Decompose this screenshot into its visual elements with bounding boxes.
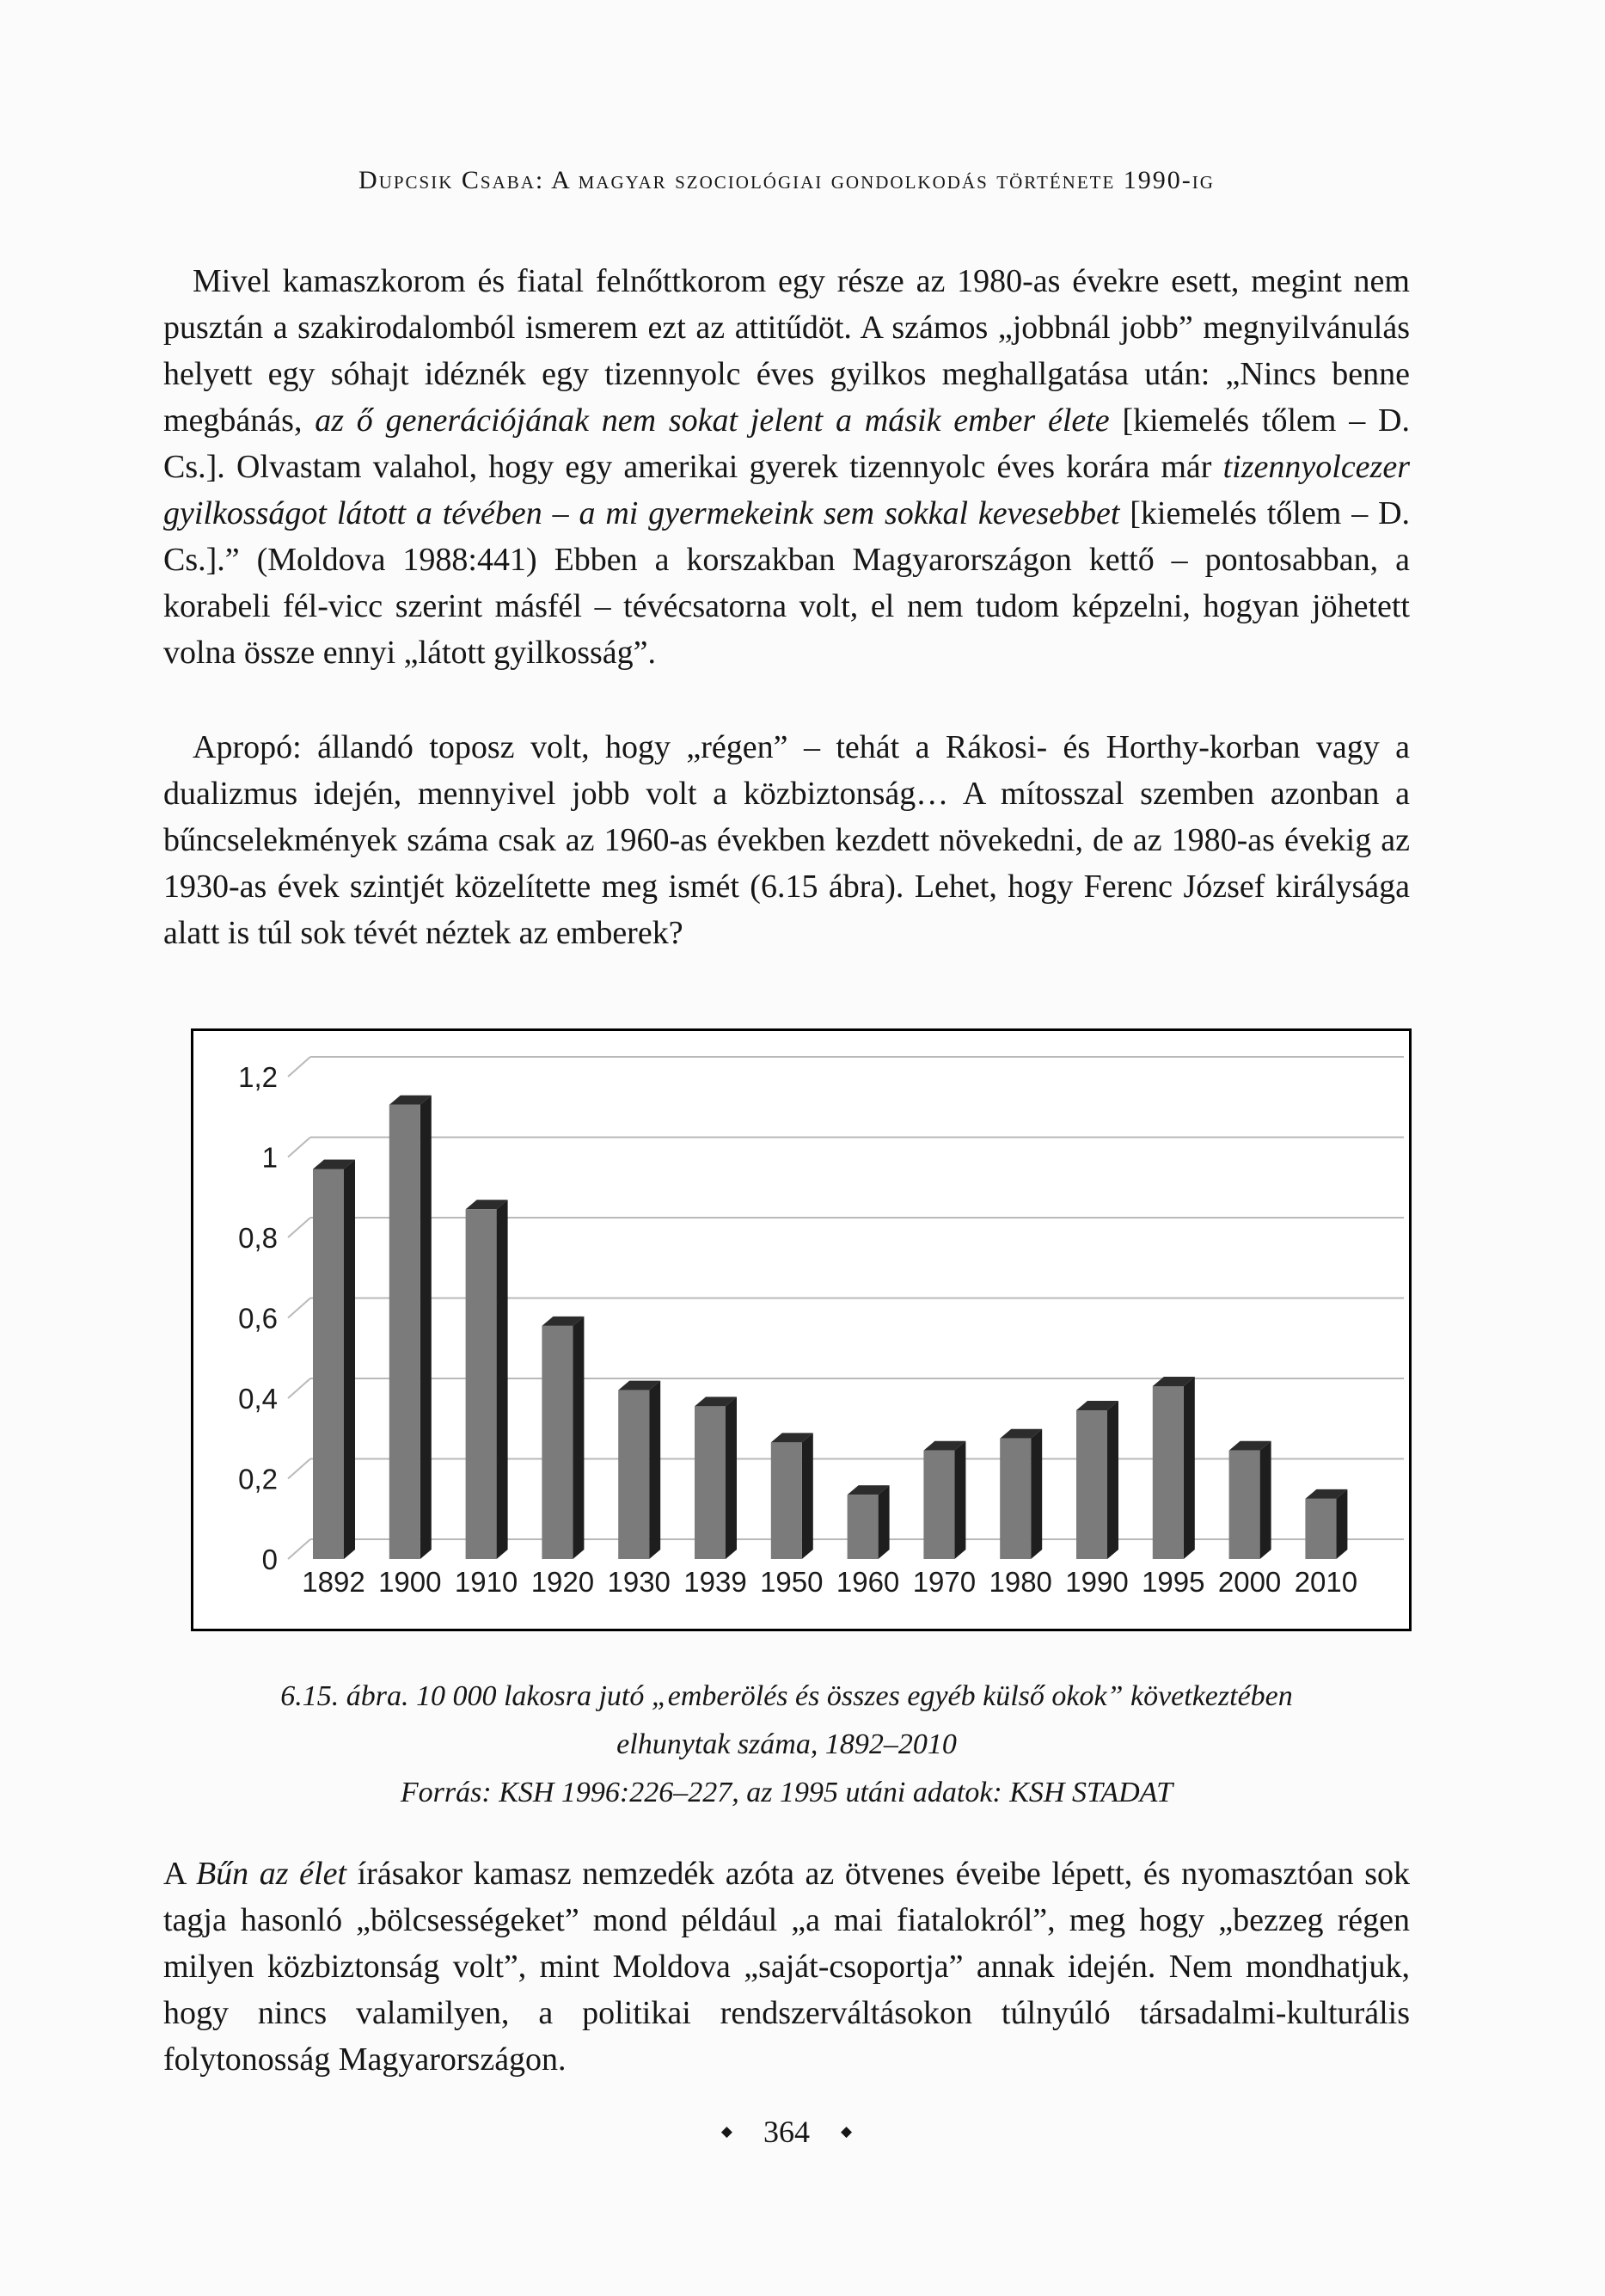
figure-6-15-frame (191, 1028, 1412, 1631)
x-axis-tick-label: 2010 (1294, 1566, 1358, 1598)
bar-side-face (1031, 1429, 1042, 1559)
paragraph-2: Apropó: állandó toposz volt, hogy „régen” – tehát a Rákosi- és Horthy-korban vagy a dualizmus idején, mennyivel jobb volt a közbiztonság… A mítosszal szemben azonban a bűncselekmények száma csak az 1960-as években kezdett növekedni, de az 1980-as évekig az 1930-as évek szintjét közelítette meg ismét (6.15 ábra). Lehet, hogy Ferenc József királysága alatt is túl sok tévét néztek az emberek? (163, 729, 1410, 951)
y-axis-tick-label: 0,4 (238, 1383, 278, 1415)
bar-1950 (771, 1442, 802, 1559)
bar-side-face (954, 1441, 965, 1559)
bar-side-face (420, 1096, 432, 1559)
x-axis-tick-label: 1980 (989, 1566, 1052, 1598)
bar-side-face (1260, 1441, 1271, 1559)
x-axis-tick-label: 1892 (302, 1566, 365, 1598)
y-axis-tick-label: 0,2 (238, 1463, 278, 1495)
bar-side-face (649, 1381, 660, 1559)
y-axis-tick-label: 1,2 (238, 1061, 278, 1093)
bar-side-face (573, 1317, 584, 1559)
bar-1970 (923, 1451, 954, 1559)
bar-1920 (542, 1326, 573, 1559)
paragraph-1: Mivel kamaszkorom és fiatal felnőttkorom egy része az 1980-as évekre esett, megint nem pusztán a szakirodalomból ismerem ezt az attitűdöt. A számos „jobbnál jobb” megnyilvánulás helyett egy sóhajt idéznék egy tizennyolc éves gyilkos meghallgatása után: „Nincs benne megbánás, az ő generációjának nem sokat jelent a másik ember élete [kiemelés tőlem – D. Cs.]. Olvastam valahol, hogy egy amerikai gyerek tizennyolc éves korára már tizennyolcezer gyilkosságot látott a tévében – a mi gyermekeink sem sokkal kevesebbet [kiemelés tőlem – D. Cs.].” (Moldova 1988:441) Ebben a korszakban Magyarországon kettő – pontosabban, a korabeli fél-vicc szerint másfél – tévécsatorna volt, el nem tudom képzelni, hogyan jöhetett volna össze ennyi „látott gyilkosság”. (163, 263, 1411, 671)
x-axis-tick-label: 1995 (1142, 1566, 1205, 1598)
bar-2010 (1305, 1499, 1336, 1559)
bar-1939 (695, 1406, 726, 1559)
x-axis-tick-label: 1970 (912, 1566, 977, 1598)
page-footer (163, 2114, 1410, 2150)
figure-caption-line1: 6.15. ábra. 10 000 lakosra jutó „emberölés és összes egyéb külső okok” következtében (280, 1680, 1293, 1712)
x-axis-tick-label: 1900 (378, 1566, 442, 1598)
bar-side-face (497, 1200, 508, 1559)
gridline-diagonal (288, 1218, 310, 1237)
bar-1980 (1000, 1439, 1031, 1559)
bar-2000 (1229, 1451, 1260, 1559)
bar-1892 (313, 1169, 344, 1559)
running-header: Dupcsik Csaba: A magyar szociológiai gondolkodás története 1990-ig (358, 166, 1215, 194)
bar-1930 (618, 1390, 649, 1559)
gridline-diagonal (288, 1378, 310, 1398)
bar-1990 (1076, 1410, 1107, 1559)
bar-side-face (344, 1160, 355, 1559)
figure-caption-source: Forrás: KSH 1996:226–227, az 1995 utáni adatok: KSH STADAT (400, 1777, 1173, 1808)
bar-side-face (1336, 1489, 1347, 1559)
x-axis-tick-label: 1920 (530, 1566, 595, 1598)
x-axis-tick-label: 1910 (454, 1566, 518, 1598)
gridline-diagonal (288, 1138, 310, 1157)
bar-side-face (726, 1397, 737, 1559)
bar-side-face (879, 1485, 890, 1559)
y-axis-tick-label: 0,6 (238, 1302, 278, 1335)
bar-1900 (389, 1105, 420, 1559)
footer-ornament-right-icon: ◆ (841, 2123, 853, 2139)
footer-ornament-left-icon: ◆ (720, 2123, 732, 2139)
x-axis-tick-label: 2000 (1217, 1566, 1282, 1598)
paragraph-3: A Bűn az élet írásakor kamasz nemzedék azóta az ötvenes éveibe lépett, és nyomasztóan sok tagja hasonló „bölcsességeket” mond például „a mai fiatalokról”, meg hogy „bezzeg régen milyen közbiztonság volt”, mint Moldova „saját-csoportja” annak idején. Nem mondhatjuk, hogy nincs valamilyen, a politikai rendszerváltásokon túlnyúló társadalmi-kulturális folytonosság Magyarországon. (163, 1856, 1410, 2078)
figure-caption (163, 1673, 1410, 1817)
bar-1960 (848, 1495, 879, 1559)
gridline-diagonal (288, 1459, 310, 1479)
x-axis-tick-label: 1950 (760, 1566, 824, 1598)
bar-side-face (1184, 1377, 1195, 1559)
figure-caption-line2: elhunytak száma, 1892–2010 (616, 1728, 957, 1760)
y-axis-tick-label: 1 (261, 1141, 278, 1174)
x-axis-tick-label: 1939 (683, 1566, 747, 1598)
x-axis-tick-label: 1930 (607, 1566, 671, 1598)
y-axis-tick-label: 0,8 (238, 1222, 278, 1254)
x-axis-tick-label: 1990 (1065, 1566, 1129, 1598)
bar-side-face (1107, 1401, 1118, 1559)
bar-1910 (466, 1209, 497, 1559)
bar-chart (193, 1031, 1409, 1629)
gridline-diagonal (288, 1298, 310, 1318)
y-axis-tick-label: 0 (261, 1544, 278, 1575)
bar-side-face (802, 1433, 813, 1559)
bar-1995 (1153, 1386, 1184, 1559)
page-number: 364 (763, 2115, 810, 2149)
x-axis-tick-label: 1960 (836, 1566, 900, 1598)
gridline-diagonal (288, 1057, 310, 1077)
gridline-diagonal (288, 1539, 310, 1559)
